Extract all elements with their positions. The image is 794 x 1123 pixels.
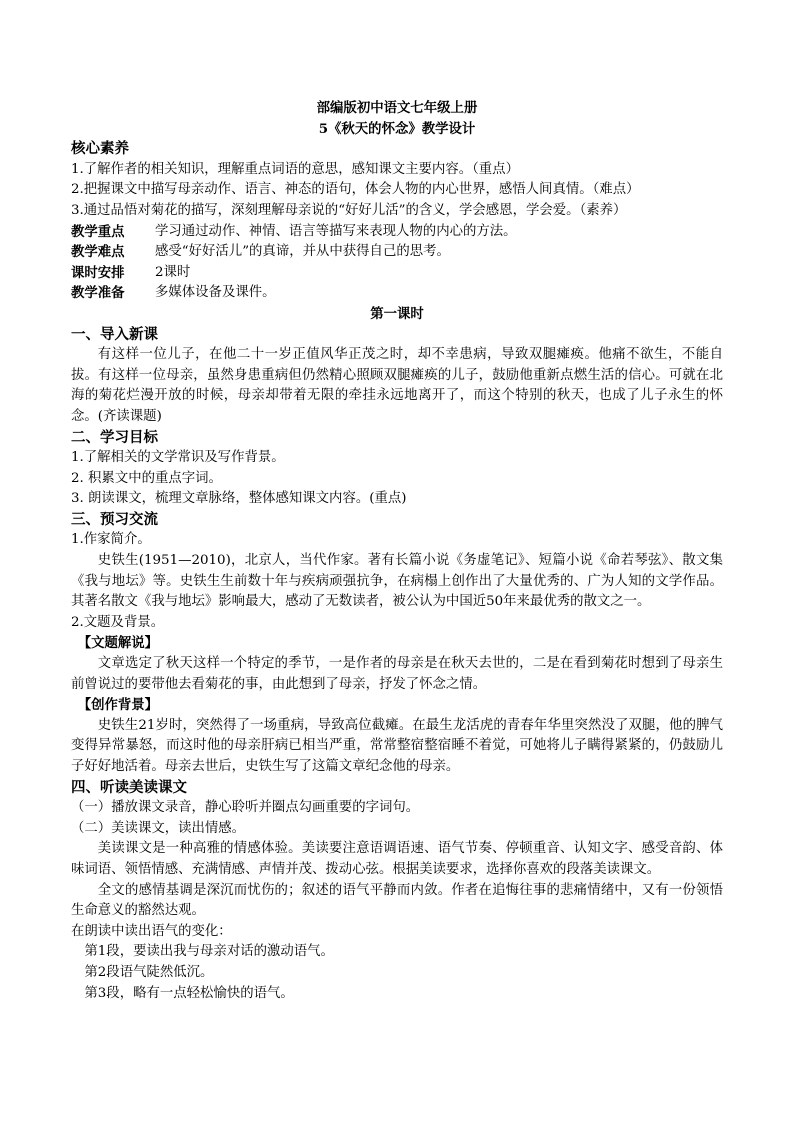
tone-item: 第3段，略有一点轻松愉快的语气。 bbox=[84, 985, 294, 1001]
preview-subheading-author: 1.作家简介。 bbox=[71, 532, 151, 548]
reading-step: （二）美读课文，读出情感。 bbox=[71, 820, 246, 836]
goal-item: 1.了解相关的文学常识及写作背景。 bbox=[71, 450, 285, 466]
meta-key: 课时安排 bbox=[71, 264, 125, 281]
document-subtitle: 5《秋天的怀念》教学设计 bbox=[318, 120, 476, 137]
meta-key: 教学重点 bbox=[71, 223, 125, 240]
lesson-title: 第一课时 bbox=[370, 305, 424, 322]
tone-item: 第1段，要读出我与母亲对话的激动语气。 bbox=[84, 944, 334, 960]
reading-step: （一）播放课文录音，静心聆听并圈点勾画重要的字词句。 bbox=[71, 800, 420, 816]
meta-value: 多媒体设备及课件。 bbox=[155, 285, 276, 301]
core-literacy-item: 1.了解作者的相关知识，理解重点词语的意思，感知课文主要内容。（重点） bbox=[71, 161, 519, 177]
tone-item: 第2段语气陡然低沉。 bbox=[84, 964, 214, 980]
meta-row-schedule bbox=[71, 263, 723, 284]
goal-item: 2. 积累文中的重点字词。 bbox=[71, 470, 222, 486]
section-heading-intro: 一、导入新课 bbox=[71, 325, 158, 343]
author-paragraph: 史铁生(1951—2010)，北京人，当代作家。著有长篇小说《务虚笔记》、短篇小说《命若琴弦》、散文集《我与地坛》等。史铁生生前数十年与疾病顽强抗争，在病榻上创作出了大量优秀的、广为人知的文学作品。其著名散文《我与地坛》影响最大，感动了无数读者，被公认为中国近50年来最优秀的散文之一。 bbox=[71, 553, 723, 610]
meta-key: 教学准备 bbox=[71, 285, 125, 302]
core-literacy-heading: 核心素养 bbox=[71, 140, 129, 158]
reading-paragraph: 美读课文是一种高雅的情感体验。美读要注意语调语速、语气节奏、停顿重音、认知文字、感受音韵、体味词语、领悟情感、充满情感、声情并茂、拨动心弦。根据美读要求，选择你喜欢的段落美读课文。 bbox=[71, 841, 723, 877]
meta-value: 学习通过动作、神情、语言等描写来表现人物的内心的方法。 bbox=[155, 223, 517, 239]
section-heading-preview: 三、预习交流 bbox=[71, 510, 158, 528]
core-literacy-item: 3.通过品悟对菊花的描写，深刻理解母亲说的“好好儿活”的含义，学会感恩，学会爱。（素养） bbox=[71, 202, 627, 218]
document-title: 部编版初中语文七年级上册 bbox=[316, 100, 478, 116]
core-literacy-item: 2.把握课文中描写母亲动作、语言、神态的语句，体会人物的内心世界，感悟人间真情。（难点） bbox=[71, 182, 640, 198]
title-explanation-paragraph: 文章选定了秋天这样一个特定的季节，一是作者的母亲是在秋天去世的，二是在看到菊花时想到了母亲生前曾说过的要带他去看菊花的事，由此想到了母亲，抒发了怀念之情。 bbox=[71, 656, 723, 692]
goal-item: 3. 朗读课文，梳理文章脉络，整体感知课文内容。(重点) bbox=[71, 491, 407, 507]
creation-background-paragraph: 史铁生21岁时，突然得了一场重病，导致高位截瘫。在最生龙活虎的青春年华里突然没了双腿，他的脾气变得异常暴怒，而这时他的母亲肝病已相当严重，常常整宿整宿睡不着觉，可她将儿子瞒得紧紧的，仍鼓励儿子好好地活着。母亲去世后，史铁生写了这篇文章纪念他的母亲。 bbox=[71, 717, 723, 774]
section-heading-goals: 二、学习目标 bbox=[71, 428, 158, 446]
meta-key: 教学难点 bbox=[71, 244, 125, 261]
creation-background-tag: 【创作背景】 bbox=[77, 697, 159, 714]
reading-lead: 在朗读中读出语气的变化： bbox=[71, 923, 232, 939]
meta-row-difficulties bbox=[71, 242, 723, 263]
section-heading-reading: 四、听读美读课文 bbox=[71, 778, 187, 796]
preview-subheading-background: 2.文题及背景。 bbox=[71, 614, 165, 630]
meta-row-preparation bbox=[71, 283, 723, 304]
meta-row-key-points bbox=[71, 222, 723, 243]
title-explanation-tag: 【文题解说】 bbox=[77, 635, 159, 652]
meta-value: 感受“好好活儿”的真谛，并从中获得自己的思考。 bbox=[155, 244, 450, 260]
intro-paragraph: 有这样一位儿子，在他二十一岁正值风华正茂之时，却不幸患病，导致双腿瘫痪。他痛不欲生，不能自拔。有这样一位母亲，虽然身患重病但仍然精心照顾双腿瘫痪的儿子，鼓励他重新点燃生活的信心。可就在北海的菊花烂漫开放的时候，母亲却带着无限的牵挂永远地离开了，而这个特别的秋天，也成了儿子永生的怀念。(齐读课题) bbox=[71, 347, 723, 424]
meta-value: 2课时 bbox=[155, 264, 191, 280]
document-body bbox=[71, 98, 723, 1004]
reading-paragraph: 全文的感情基调是深沉而忧伤的；叙述的语气平静而内敛。作者在追悔往事的悲痛情绪中，又有一份领悟生命意义的豁然达观。 bbox=[71, 882, 723, 919]
